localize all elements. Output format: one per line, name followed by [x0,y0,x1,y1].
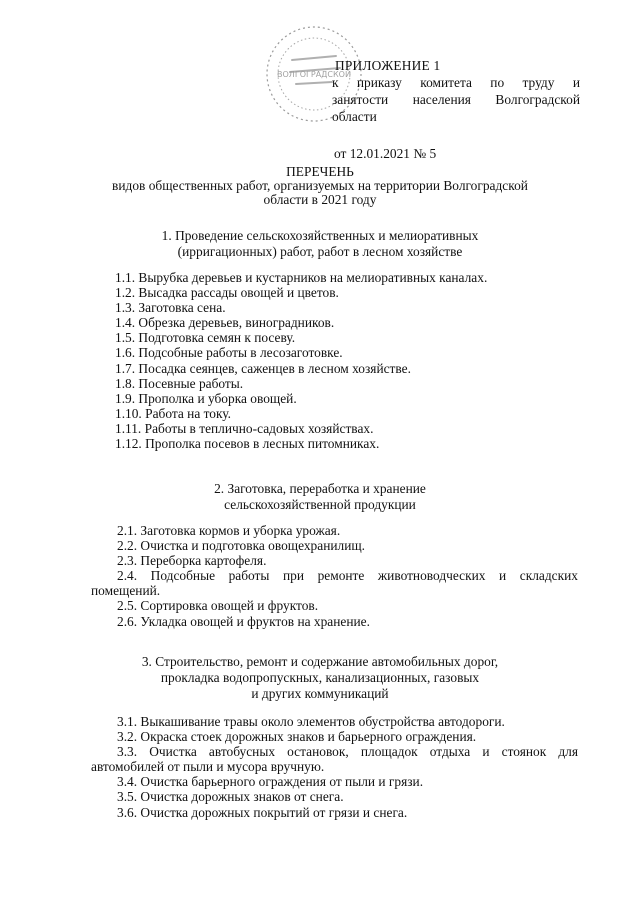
list-item: 1.2. Высадка рассады овощей и цветов. [115,285,339,301]
list-item: 3.6. Очистка дорожных покрытий от грязи и снега. [117,804,408,820]
list-item: 1.11. Работы в теплично-садовых хозяйствах. [115,420,374,436]
appendix-date: от 12.01.2021 № 5 [334,146,437,161]
list-item: 1.9. Прополка и уборка овощей. [115,390,297,406]
appendix-line-1: к приказу комитета по труду и [332,75,580,90]
list-item: 3.2. Окраска стоек дорожных знаков и барьерного ограждения. [117,729,477,745]
list-item: 1.8. Посевные работы. [115,375,244,391]
section-items-1 [89,270,578,451]
list-item: 2.6. Укладка овощей и фруктов на хранение. [117,613,370,629]
section-items-3 [91,714,578,820]
appendix-line-2: занятости населения Волгоградской [332,92,580,107]
section-heading-line: сельскохозяйственной продукции [224,497,416,512]
section-heading-2 [0,481,640,513]
list-item: 2.1. Заготовка кормов и уборка урожая. [117,523,341,538]
list-item: 1.7. Посадка сеянцев, саженцев в лесном хозяйстве. [115,360,411,376]
list-item: 2.4. Подсобные работы при ремонте животноводческих и складских помещений. [91,568,578,599]
list-item: 2.3. Переборка картофеля. [117,553,267,569]
list-item: 1.4. Обрезка деревьев, виноградников. [115,315,335,331]
list-item: 3.4. Очистка барьерного ограждения от пыли и грязи. [117,774,424,790]
list-item: 2.2. Очистка и подготовка овощехранилищ. [117,538,366,554]
section-items-2 [91,523,578,629]
document-title: ПЕРЕЧЕНЬ [286,164,354,179]
appendix-title: ПРИЛОЖЕНИЕ 1 [335,58,441,73]
list-item: 1.6. Подсобные работы в лесозаготовке. [115,345,343,361]
section-heading-line: прокладка водопропускных, канализационных, газовых [160,670,480,685]
appendix-header [332,58,580,162]
document-subtitle-2: области в 2021 году [263,192,377,207]
list-item: 1.10. Работа на току. [115,405,232,421]
section-heading-line: (ирригационных) работ, работ в лесном хозяйстве [177,244,463,259]
document-subtitle-1: видов общественных работ, организуемых на территории Волгоградской [112,178,528,193]
appendix-line-3: области [332,109,377,124]
list-item: 3.3. Очистка автобусных остановок, площадок отдыха и стоянок для автомобилей от пыли и мусора вручную. [91,744,578,775]
section-heading-line: 1. Проведение сельскохозяйственных и мелиоративных [161,228,479,243]
section-heading-1 [0,228,640,260]
list-item: 2.5. Сортировка овощей и фруктов. [117,598,319,614]
list-item: 1.5. Подготовка семян к посеву. [115,330,296,346]
section-heading-line: 2. Заготовка, переработка и хранение [214,481,426,496]
list-item: 3.5. Очистка дорожных знаков от снега. [117,789,344,805]
list-item: 1.1. Вырубка деревьев и кустарников на мелиоративных каналах. [115,270,488,285]
stamp-text: ВОЛГОГРАДСКОЙ [277,70,351,79]
section-heading-line: и других коммуникаций [251,686,389,701]
list-item: 3.1. Выкашивание травы около элементов обустройства автодороги. [117,714,505,729]
list-item: 1.3. Заготовка сена. [115,300,226,316]
section-heading-3 [0,654,640,702]
list-item: 1.12. Прополка посевов в лесных питомниках. [115,436,380,452]
document-title-block [0,165,640,207]
section-heading-line: 3. Строительство, ремонт и содержание автомобильных дорог, [141,654,499,669]
